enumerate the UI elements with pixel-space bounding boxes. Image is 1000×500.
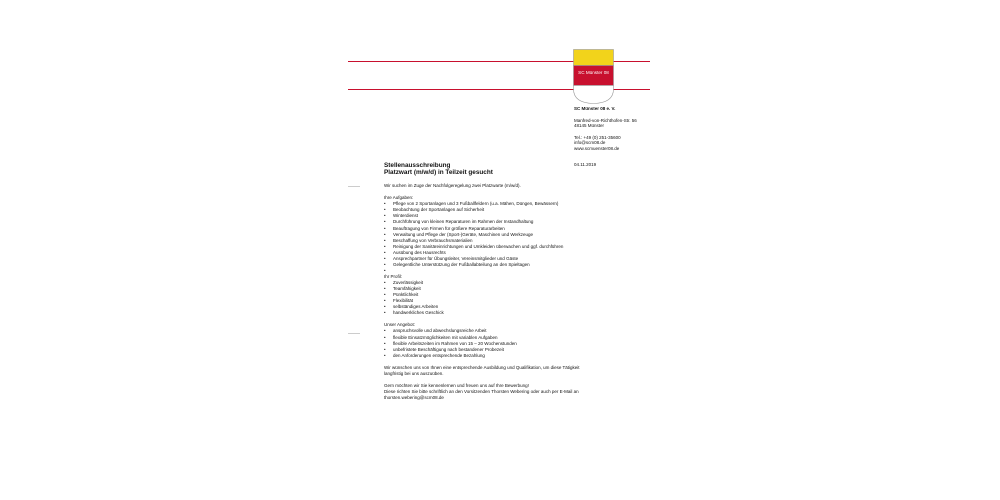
- list-item: • flexible Einsatzmöglichkeiten mit variablen Aufgaben: [384, 335, 624, 341]
- list-item-empty: [384, 268, 624, 274]
- closing-paragraph-2-line-1: Gern möchten wir Sie kennenlernen und freuen uns auf Ihre Bewerbung!: [384, 383, 529, 389]
- sender-club: SC Münster 08 e. V.: [574, 106, 616, 111]
- crest-label: SC Münster 08: [578, 70, 609, 75]
- club-crest: [573, 49, 614, 104]
- contact-email: thorsten.webering@scm08.de: [384, 395, 444, 401]
- list-item: • den Anforderungen entsprechende Bezahlung: [384, 353, 624, 359]
- list-item: • Winterdienst: [384, 213, 624, 219]
- list-item: • handwerkliches Geschick: [384, 310, 624, 316]
- sender-street: Manfred-von-Richthofen-Str. 56: [574, 117, 637, 123]
- list-item: • selbständiges Arbeiten: [384, 304, 624, 310]
- list-item: • Pflege von 2 Sportanlagen und 3 Fußballfeldern (u.a. Mähen, Düngen, Bewässern): [384, 201, 624, 207]
- closing-paragraph-1-line-1: Wir wünschen uns von Ihnen eine entsprechende Ausbildung und Qualifikation, um diese Tätigkeit: [384, 364, 580, 370]
- closing-paragraph-1-line-2: langfristig bei uns auszuüben.: [384, 371, 444, 377]
- fold-mark-top: [348, 186, 360, 187]
- sender-city: 48145 Münster: [574, 123, 605, 129]
- list-item: • Beobachtung der Sportanlagen auf Sicherheit: [384, 207, 624, 213]
- tasks-heading: Ihre Aufgaben:: [384, 195, 414, 201]
- closing-paragraph-2-line-2: Diese richten Sie bitte schriftlich an den Vorsitzenden Thorsten Webering oder auch per E-Mail an: [384, 389, 579, 395]
- list-item: • Gelegentliche Unterstützung der Fußballabteilung an den Spieltagen: [384, 262, 624, 268]
- list-item: • unbefristete Beschäftigung nach bestandener Probezeit: [384, 347, 624, 353]
- tasks-list: [384, 201, 624, 274]
- title-line-1: Stellenausschreibung: [384, 162, 451, 169]
- offer-list: [384, 328, 624, 358]
- page-title: [384, 162, 493, 177]
- list-item: • Reinigung der Sanitäreinrichtungen und Umkleiden überwachen und ggf. durchführen: [384, 244, 624, 250]
- list-item: • flexible Arbeitszeiten im Rahmen von 15 – 20 Wochenstunden: [384, 341, 624, 347]
- list-item: • Teamfähigkeit: [384, 286, 624, 292]
- club-crest-icon: [573, 49, 614, 104]
- sender-email: info@scm08.de: [574, 140, 606, 146]
- sender-web: www.scmuenster08.de: [574, 145, 620, 151]
- list-item: • anspruchsvolle und abwechslungsreiche Arbeit: [384, 328, 624, 334]
- list-item: • Durchführung von kleinen Reparaturen im Rahmen der Instandhaltung: [384, 219, 624, 225]
- profile-heading: Ihr Profil:: [384, 273, 403, 279]
- list-item: • Ausübung des Hausrechts: [384, 250, 624, 256]
- list-item: • Pünktlichkeit: [384, 292, 624, 298]
- list-item: • Zuverlässigkeit: [384, 280, 624, 286]
- profile-list: [384, 280, 624, 317]
- list-item: • Beschaffung von Verbrauchsmaterialien: [384, 238, 624, 244]
- fold-mark-bottom: [348, 333, 360, 334]
- list-item: • Ansprechpartner für Übungsleiter, Vereinsmitglieder und Gäste: [384, 256, 624, 262]
- list-item: • Beauftragung von Firmen für größere Reparaturarbeiten: [384, 226, 624, 232]
- list-item: • Flexibilität: [384, 298, 624, 304]
- sender-phone: Tel.: +49 (0) 251-35600: [574, 134, 621, 140]
- offer-heading: Unser Angebot:: [384, 322, 416, 328]
- list-item: • Verwaltung und Pflege der (Sport-)Geräte, Maschinen und Werkzeuge: [384, 232, 624, 238]
- letter-date: 04.11.2019: [574, 162, 597, 167]
- title-line-2: Platzwart (m/w/d) in Teilzeit gesucht: [384, 169, 493, 177]
- intro-text: Wir suchen im Zuge der Nachfolgeregelung zwei Platzwarte (m/w/d).: [384, 183, 521, 188]
- letter-body: [384, 183, 624, 401]
- sender-block: [574, 106, 664, 152]
